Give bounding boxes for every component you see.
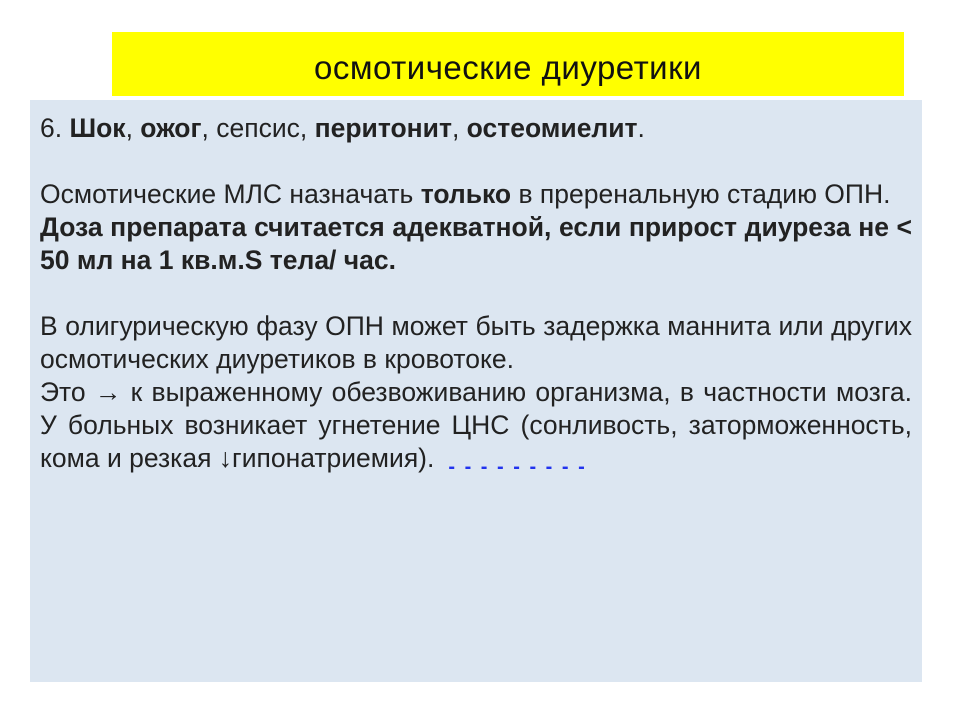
title-banner [112,32,904,96]
condition-peritonitis: перитонит [314,113,452,143]
indication-text-post: в преренальную стадию ОПН. [511,179,891,209]
point-6 [40,112,912,145]
condition-burn: ожог [140,113,202,143]
indication-text-pre: Осмотические МЛС назначать [40,179,421,209]
paragraph-consequences [40,376,912,484]
separator: , [451,113,467,143]
condition-sepsis: сепсис [216,113,300,143]
slide-body [40,112,912,484]
spacer [40,277,912,310]
paragraph-dose: Доза препарата считается адекватной, если прирост диуреза не < 50 мл на 1 кв.м.S тела/ час. [40,212,912,275]
slide-title: осмотические диуретики [313,49,702,86]
point-end: . [637,113,645,143]
spacer [40,145,912,178]
separator: , [201,113,217,143]
separator: , [299,113,315,143]
indication-emphasis: только [420,179,512,209]
trailing-dashes: - - - - - - - - - [448,456,587,478]
condition-shock: Шок [69,113,126,143]
condition-osteomyelitis: остеомиелит [466,113,638,143]
separator: , [125,113,141,143]
consequences-text: Это → к выраженному обезвоживанию организма, в частности мозга. У больных возникает угнетение ЦНС (сонливость, заторможенность, кома и резкая ↓гипонатриемия). [40,377,912,473]
paragraph-oliguric-phase: В олигурическую фазу ОПН может быть задержка маннита или других осмотических диуретиков в кровотоке. [40,311,912,374]
paragraph-indication [40,178,912,211]
point-number: 6. [40,113,70,143]
